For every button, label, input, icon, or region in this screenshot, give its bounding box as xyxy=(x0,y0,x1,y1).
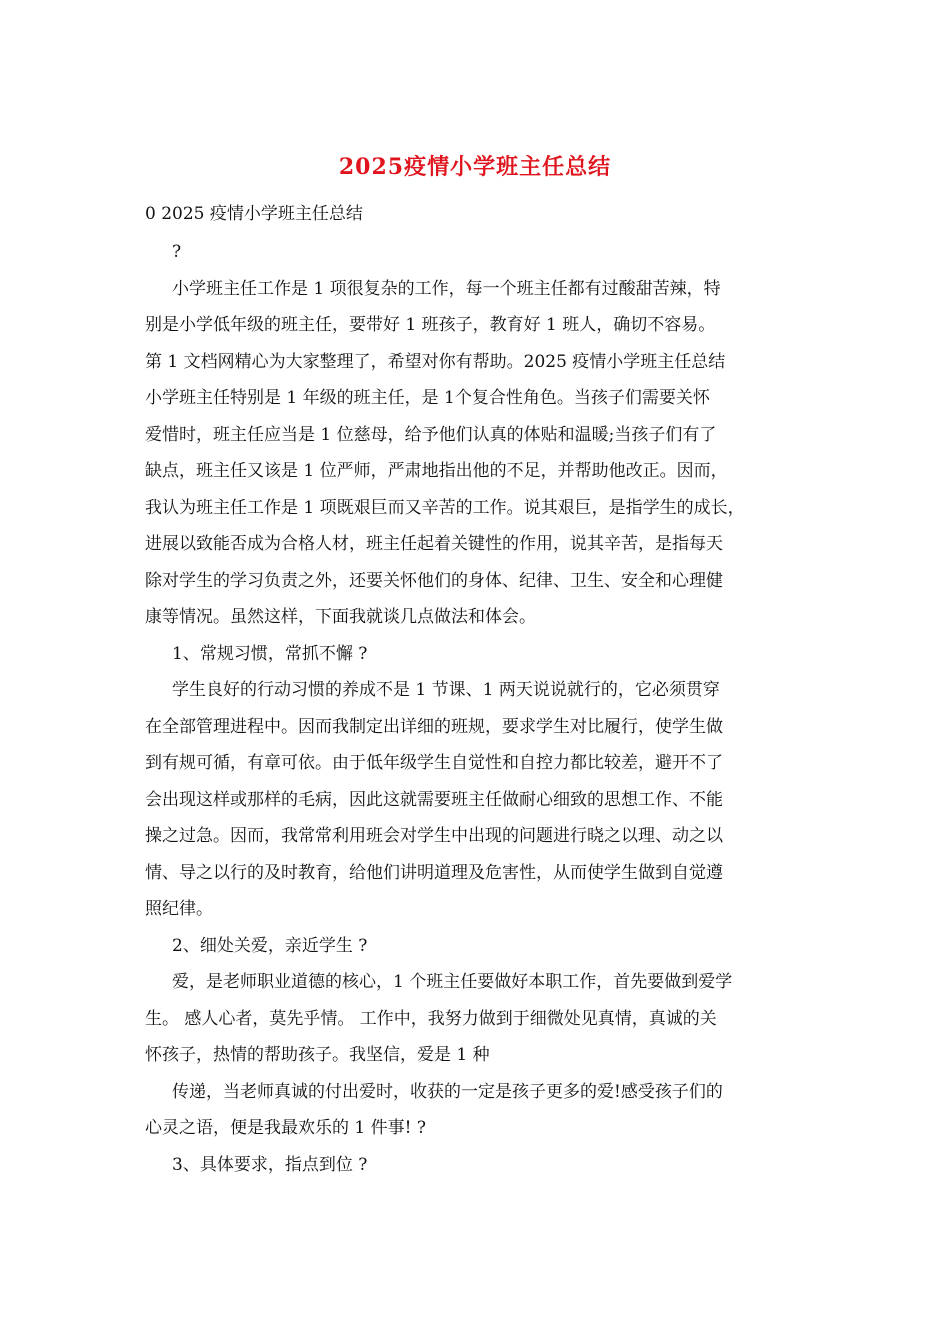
text-line: 情、导之以行的及时教育，给他们讲明道理及危害性，从而使学生做到自觉遵 xyxy=(145,863,723,883)
text-line: 缺点，班主任又该是 1 位严师，严肃地指出他的不足，并帮助他改正。因而， xyxy=(145,461,728,481)
text-line: 别是小学低年级的班主任，要带好 1 班孩子，教育好 1 班人，确切不容易。 xyxy=(145,315,716,335)
section-heading-3: 3、具体要求，指点到位 ? xyxy=(172,1155,368,1175)
text-line: 学生良好的行动习惯的养成不是 1 节课、1 两天说说就行的，它必须贯穿 xyxy=(172,680,720,700)
text-line: 我认为班主任工作是 1 项既艰巨而又辛苦的工作。说其艰巨，是指学生的成长， xyxy=(145,498,745,518)
text-line: 爱惜时，班主任应当是 1 位慈母，给予他们认真的体贴和温暖;当孩子们有了 xyxy=(145,425,717,445)
text-line: 传递，当老师真诚的付出爱时，收获的一定是孩子更多的爱!感受孩子们的 xyxy=(172,1082,723,1102)
text-line: 小学班主任特别是 1 年级的班主任，是 1个复合性角色。当孩子们需要关怀 xyxy=(145,388,710,408)
text-line: 爱，是老师职业道德的核心，1 个班主任要做好本职工作，首先要做到爱学 xyxy=(172,972,733,992)
text-line: 在全部管理进程中。因而我制定出详细的班规，要求学生对比履行，使学生做 xyxy=(145,717,723,737)
document-title: 2025疫情小学班主任总结 xyxy=(338,154,612,180)
text-line: 除对学生的学习负责之外，还要关怀他们的身体、纪律、卫生、安全和心理健 xyxy=(145,571,723,591)
text-line: 康等情况。虽然这样，下面我就谈几点做法和体会。 xyxy=(145,607,536,627)
text-line: 第 1 文档网精心为大家整理了，希望对你有帮助。2025 疫情小学班主任总结 xyxy=(145,352,726,372)
text-line: 怀孩子，热情的帮助孩子。我坚信，爱是 1 种 xyxy=(145,1045,490,1065)
text-line: 照纪律。 xyxy=(145,899,213,919)
text-line: 到有规可循，有章可依。由于低年级学生自觉性和自控力都比较差，避开不了 xyxy=(145,753,723,773)
section-heading-2: 2、细处关爱，亲近学生 ? xyxy=(172,936,368,956)
text-line: 操之过急。因而，我常常利用班会对学生中出现的问题进行晓之以理、动之以 xyxy=(145,826,723,846)
text-line: ? xyxy=(172,242,182,262)
text-line: 小学班主任工作是 1 项很复杂的工作，每一个班主任都有过酸甜苦辣，特 xyxy=(172,279,721,299)
text-line: 会出现这样或那样的毛病，因此这就需要班主任做耐心细致的思想工作、不能 xyxy=(145,790,723,810)
text-line: 进展以致能否成为合格人材，班主任起着关键性的作用，说其辛苦，是指每天 xyxy=(145,534,723,554)
section-heading-1: 1、常规习惯，常抓不懈 ? xyxy=(172,644,368,664)
text-line: 生。 感人心者，莫先乎情。 工作中，我努力做到于细微处见真情，真诚的关 xyxy=(145,1009,717,1029)
subtitle-line: 0 2025 疫情小学班主任总结 xyxy=(145,204,363,224)
text-line: 心灵之语，便是我最欢乐的 1 件事! ? xyxy=(145,1118,426,1138)
